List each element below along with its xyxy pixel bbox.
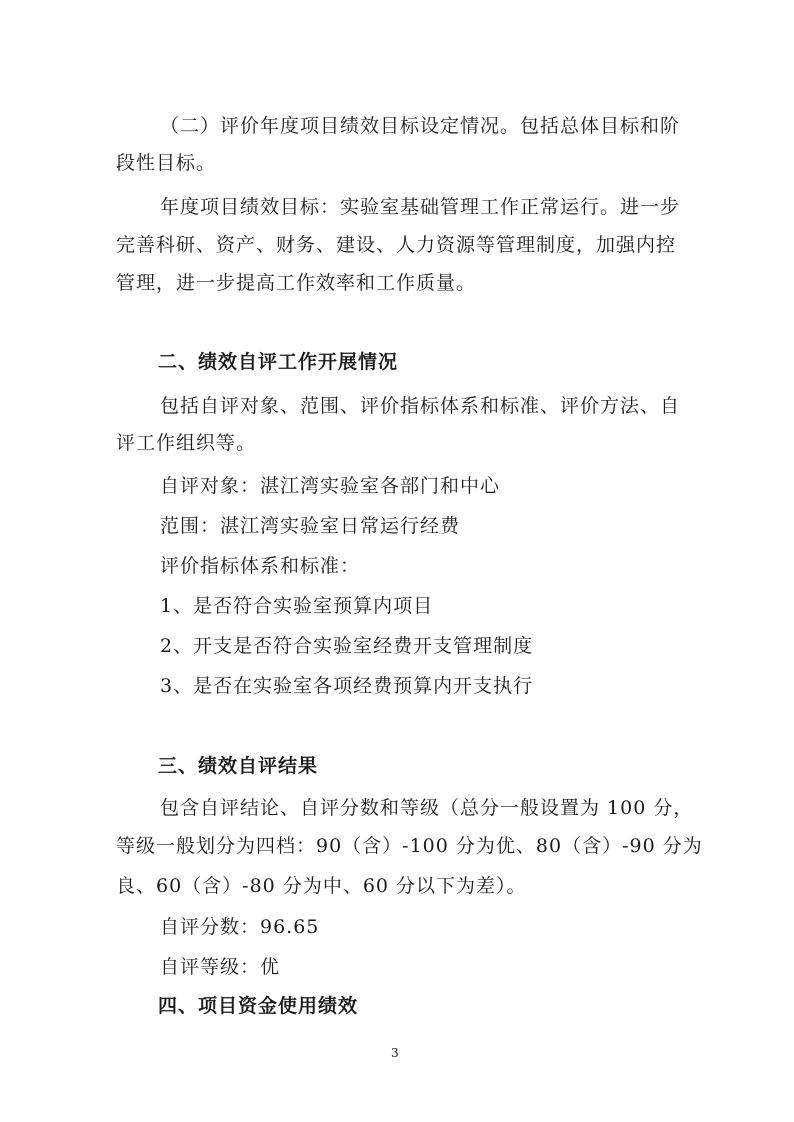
criteria-item: 3、是否在实验室各项经费预算内开支执行	[160, 675, 534, 697]
paragraph-line: 评工作组织等。	[116, 432, 257, 454]
section-heading: 三、绩效自评结果	[158, 755, 319, 777]
evaluation-scope: 范围：湛江湾实验室日常运行经费	[160, 515, 461, 537]
paragraph-line: 年度项目绩效目标：实验室基础管理工作正常运行。进一步	[160, 196, 681, 218]
paragraph-line: 段性目标。	[116, 152, 217, 174]
section-heading: 四、项目资金使用绩效	[158, 995, 359, 1017]
self-grade: 自评等级：优	[160, 956, 281, 978]
paragraph-line: 管理，进一步提高工作效率和工作质量。	[116, 272, 477, 294]
paragraph-line: 等级一般划分为四档：90（含）-100 分为优、80（含）-90 分为	[116, 835, 703, 857]
paragraph-line: 完善科研、资产、财务、建设、人力资源等管理制度，加强内控	[116, 234, 677, 256]
paragraph-line: 包括自评对象、范围、评价指标体系和标准、评价方法、自	[160, 395, 681, 417]
section-heading: 二、绩效自评工作开展情况	[158, 351, 399, 373]
paragraph-line: 包含自评结论、自评分数和等级（总分一般设置为 100 分，	[160, 797, 694, 819]
paragraph-line: （二）评价年度项目绩效目标设定情况。包括总体目标和阶	[160, 115, 681, 137]
page-number: 3	[391, 1046, 399, 1060]
criteria-label: 评价指标体系和标准：	[160, 555, 361, 577]
self-score: 自评分数：96.65	[160, 916, 320, 938]
paragraph-line: 良、60（含）-80 分为中、60 分以下为差）。	[116, 875, 527, 897]
evaluation-object: 自评对象：湛江湾实验室各部门和中心	[160, 475, 501, 497]
criteria-item: 1、是否符合实验室预算内项目	[160, 595, 434, 617]
criteria-item: 2、开支是否符合实验室经费开支管理制度	[160, 635, 534, 657]
